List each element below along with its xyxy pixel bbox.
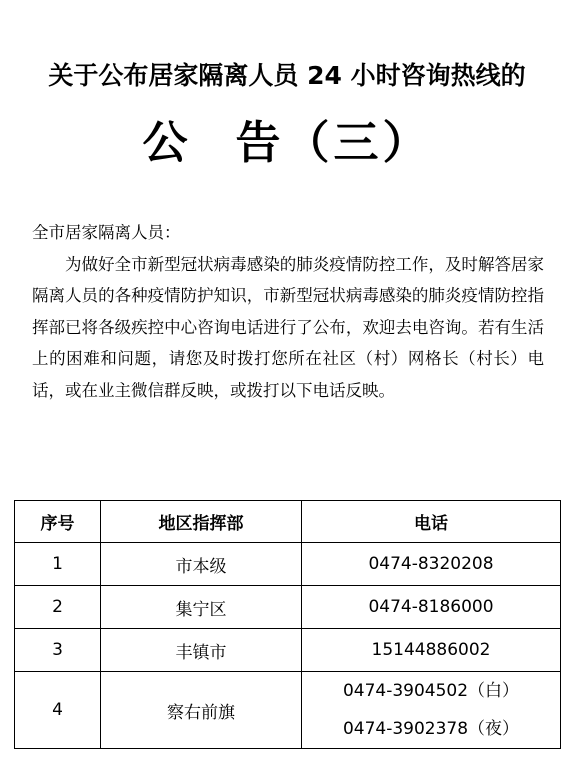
row-no: 3 — [15, 629, 101, 672]
row-phones — [302, 672, 561, 749]
row-phone: 15144886002 — [302, 629, 561, 672]
row-no: 1 — [15, 543, 101, 586]
row-phone-day: 0474-3904502（白） — [342, 681, 520, 701]
row-region: 察右前旗 — [101, 672, 302, 749]
notice-paragraph: 为做好全市新型冠状病毒感染的肺炎疫情防控工作，及时解答居家隔离人员的各种疫情防护知识，市新型冠状病毒感染的肺炎疫情防控指挥部已将各级疾控中心咨询电话进行了公布，欢迎去电咨询。若有生活上的困难和问题，请您及时拨打您所在社区（村）网格长（村长）电话，或在业主微信群反映，或拨打以下电话反映。 — [32, 254, 544, 400]
header-phone: 电话 — [302, 501, 561, 543]
row-region: 市本级 — [101, 543, 302, 586]
row-no: 4 — [15, 672, 101, 749]
header-region: 地区指挥部 — [101, 501, 302, 543]
table-row — [15, 672, 561, 749]
table-row — [15, 586, 561, 629]
row-region: 集宁区 — [101, 586, 302, 629]
notice-body — [32, 217, 544, 407]
row-region: 丰镇市 — [101, 629, 302, 672]
row-phone: 0474-8186000 — [302, 586, 561, 629]
row-phone: 0474-8320208 — [302, 543, 561, 586]
notice-subtitle — [0, 106, 574, 171]
notice-title: 关于公布居家隔离人员 24 小时咨询热线的 — [48, 61, 526, 90]
table-header-row — [15, 501, 561, 543]
salutation: 全市居家隔离人员： — [32, 223, 181, 242]
table-row — [15, 629, 561, 672]
row-phone-night: 0474-3902378（夜） — [342, 719, 520, 739]
row-no: 2 — [15, 586, 101, 629]
subtitle-char: 公 — [142, 116, 192, 169]
subtitle-rest: 告（三） — [235, 116, 432, 169]
hotline-table — [14, 500, 561, 749]
header-no: 序号 — [15, 501, 101, 543]
table-row — [15, 543, 561, 586]
